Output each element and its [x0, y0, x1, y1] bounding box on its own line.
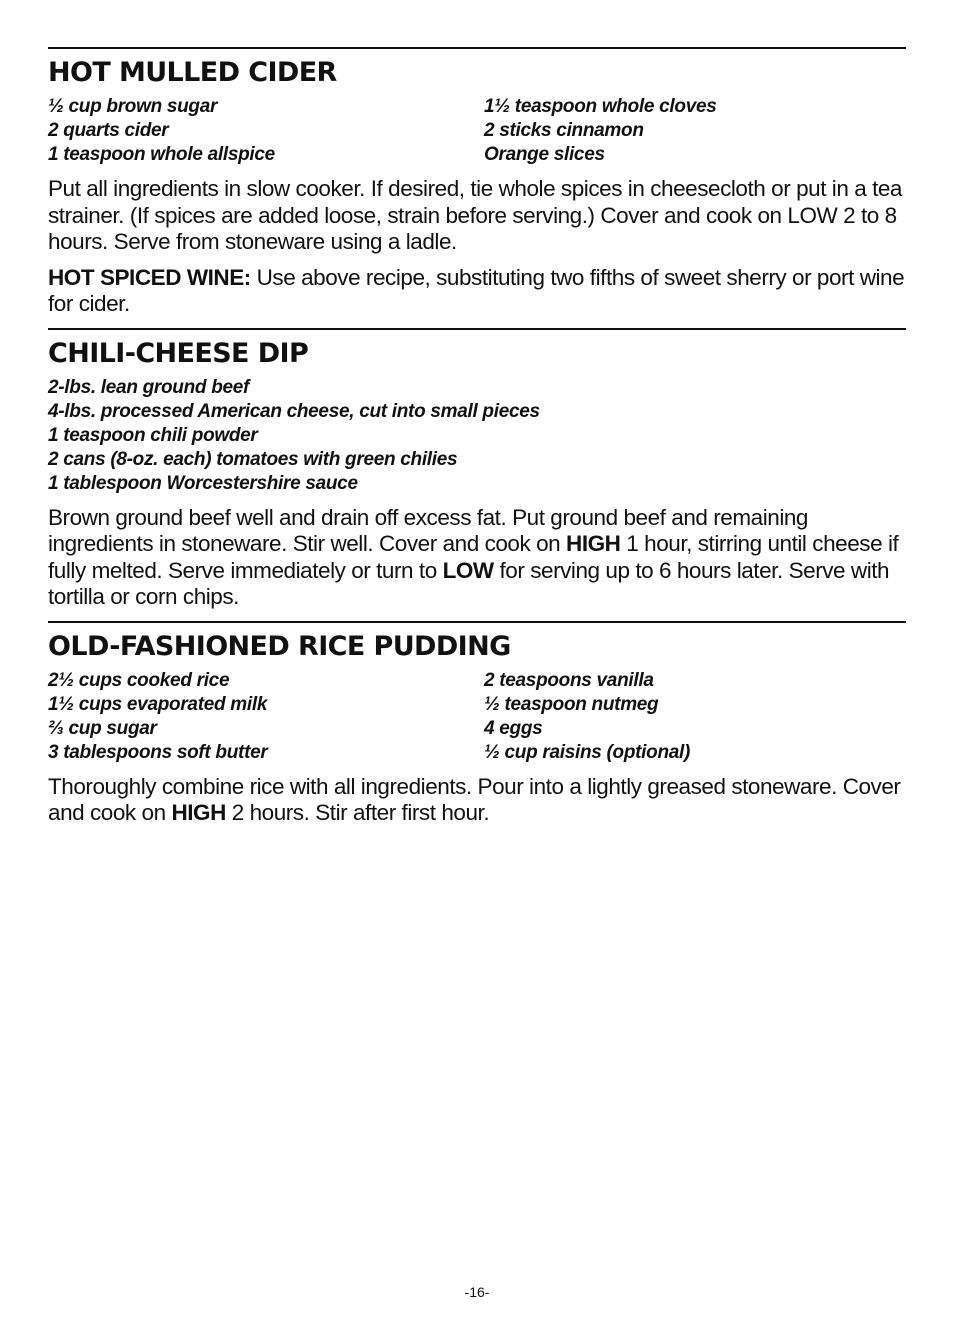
ingredient-item: 4 eggs [484, 717, 543, 739]
ingredient-list [48, 95, 906, 167]
recipe-hot-mulled-cider [48, 53, 906, 318]
recipe-title: CHILI-CHEESE DIP [48, 337, 309, 369]
recipe-old-fashioned-rice-pudding [48, 627, 906, 827]
ingredient-item: ⅔ cup sugar [48, 717, 157, 739]
recipe-title: OLD-FASHIONED RICE PUDDING [48, 630, 511, 662]
ingredient-column [48, 376, 906, 496]
ingredient-item: 2 teaspoons vanilla [484, 669, 654, 691]
ingredient-item: 2 cans (8-oz. each) tomatoes with green chilies [48, 448, 458, 470]
variation-label: HOT SPICED WINE: [48, 264, 251, 290]
ingredient-item: 2 quarts cider [48, 120, 169, 141]
ingredient-item: 3 tablespoons soft butter [48, 741, 268, 763]
variation-text: Use above recipe, substituting two fifths of sweet sherry or port wine for cider. [48, 264, 905, 316]
directions-text: 1 hour, stirring until cheese if fully melted. Serve immediately or turn to [48, 531, 899, 583]
ingredient-column-left [48, 669, 484, 765]
recipe-title: HOT MULLED CIDER [48, 57, 337, 88]
ingredient-item: 1½ cups evaporated milk [48, 693, 268, 715]
page-number: -16- [464, 1284, 490, 1300]
ingredient-list [48, 376, 906, 496]
ingredient-item: 1 teaspoon whole allspice [48, 144, 275, 165]
ingredient-item: 2 sticks cinnamon [484, 120, 644, 141]
directions-text: for serving up to 6 hours later. Serve with tortilla or corn chips. [48, 557, 890, 609]
recipe-variation [48, 265, 906, 318]
ingredient-column-right [484, 669, 906, 765]
ingredient-item: ½ teaspoon nutmeg [484, 693, 659, 715]
ingredient-item: 4-lbs. processed American cheese, cut into small pieces [48, 400, 540, 422]
section-divider [48, 328, 906, 330]
ingredient-item: ½ cup raisins (optional) [484, 741, 691, 763]
directions-text: 2 hours. Stir after first hour. [225, 800, 490, 825]
ingredient-column-right [484, 95, 906, 167]
section-divider [48, 47, 906, 49]
setting-high: HIGH [171, 800, 226, 825]
recipe-chili-cheese-dip [48, 334, 906, 611]
recipe-page [48, 47, 906, 837]
ingredient-column-left [48, 95, 484, 167]
recipe-directions [48, 774, 906, 827]
ingredient-list [48, 669, 906, 765]
setting-high: HIGH [566, 531, 621, 556]
recipe-directions: Put all ingredients in slow cooker. If desired, tie whole spices in cheesecloth or put in a tea strainer. (If spices are added loose, strain before serving.) Cover and cook on LOW 2 to 8 hours. Serve from stoneware using a ladle. [48, 176, 902, 254]
directions-text: Brown ground beef well and drain off excess fat. Put ground beef and remaining ingredients in stoneware. Stir well. Cover and cook on [48, 504, 808, 556]
directions-text: Thoroughly combine rice with all ingredients. Pour into a lightly greased stoneware. Cover and cook on [48, 773, 901, 825]
ingredient-item: ½ cup brown sugar [48, 96, 218, 117]
ingredient-item: 2-lbs. lean ground beef [48, 376, 250, 398]
setting-low: LOW [442, 557, 494, 583]
ingredient-item: 1 tablespoon Worcestershire sauce [48, 472, 358, 494]
ingredient-item: 1½ teaspoon whole cloves [484, 96, 717, 117]
recipe-directions [48, 505, 906, 611]
ingredient-item: 2½ cups cooked rice [48, 669, 230, 691]
section-divider [48, 621, 906, 623]
ingredient-item: 1 teaspoon chili powder [48, 424, 258, 446]
ingredient-item: Orange slices [484, 144, 605, 165]
